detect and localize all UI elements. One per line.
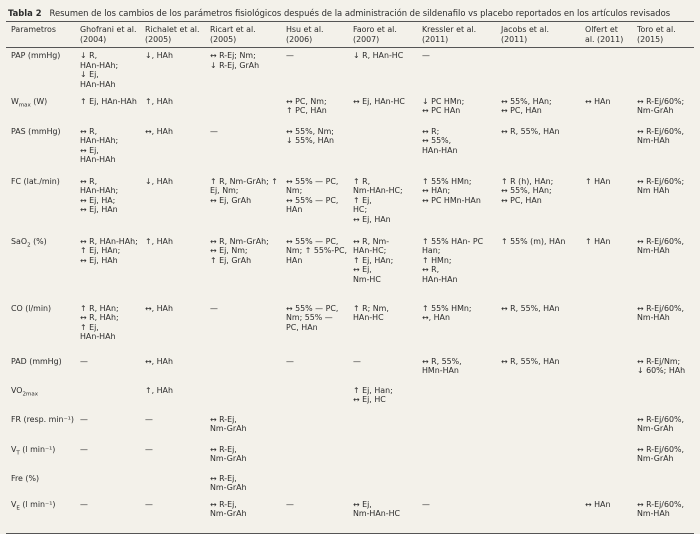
table-cell: — [145,499,153,509]
parameter-label [6,442,78,471]
parameter-name: Fre (%) [11,473,40,483]
table-cell: ↔ 55% — PC, Nm; ↑ 55%-PC, HAn [286,236,348,265]
table-row [6,48,694,94]
table-cell: ↑ Ej, HAn-HAh [80,96,137,106]
table-cell [499,471,583,497]
table-cell: — [80,499,88,509]
column-header: Faoro et al. (2007) [353,25,397,44]
table-cell: ↑ R (h), HAn; ↔ 55%, HAn; ↔ PC, HAn [501,176,554,205]
table-row [6,442,694,471]
table-cell [420,383,499,412]
table-cell: — [80,356,88,366]
table-cell: ↔ 55% — PC, Nm; ↔ 55% — PC, HAn [286,176,339,215]
parameter-label [6,94,78,124]
table-cell: ↑ 55% (m), HAn [501,236,566,246]
table-cell: — [286,51,294,61]
column-header: Hsu et al. (2006) [286,25,324,44]
table-cell: ↓ R, HAn-HAh; ↓ Ej, HAn-HAh [80,51,119,89]
table-cell: ↔ R; ↔ 55%, HAn-HAn [422,126,458,155]
table-cell: ↑ R, HAn; ↔ R, HAh; ↑ Ej, HAn-HAh [80,303,119,342]
table-cell [143,471,208,497]
table-cell: — [80,444,88,454]
table-cell [583,471,635,497]
parameter-name: W [11,96,19,106]
parameter-name: FC (lat./min) [11,176,60,186]
table-cell [635,471,694,497]
table-row [6,497,694,534]
parameter-subscript: 2max [22,391,38,398]
table-cell [583,383,635,412]
table-cell [499,48,583,94]
table-cell [284,412,351,442]
table-cell: ↑ 55% HMn; ↔ HAn; ↔ PC HMn-HAn [422,176,481,205]
parameter-label [6,174,78,234]
table-cell [499,497,583,534]
table-cell: ↑, HAh [145,385,173,395]
table-cell: ↑ Ej, Han; ↔ Ej, HC [353,385,393,405]
table-cell [78,383,143,412]
table-cell: ↓ PC HMn; ↔ PC HAn [422,96,465,116]
parameter-label [6,471,78,497]
parameter-unit: (l min⁻¹) [19,444,56,454]
table-cell: ↔ R, Nm-GrAh; ↔ Ej, Nm; ↑ Ej, GrAh [210,236,269,265]
table-cell: ↓, HAh [145,51,173,61]
table-cell: ↑ 55% HAn- PC Han; ↑ HMn; ↔ R, HAn-HAn [422,236,484,285]
table-cell: ↑ R; Nm, HAn-HC [353,303,389,323]
table-cell [208,354,284,383]
parameter-name: PAD (mmHg) [11,356,62,366]
table-cell [635,48,694,94]
parameter-label [6,301,78,354]
table-cell: ↔ R-Ej, Nm-GrAh [210,499,247,519]
column-header: Ricart et al. (2005) [210,25,256,44]
table-row [6,383,694,412]
table-row [6,412,694,442]
parameter-name: FR (resp. min [11,414,64,424]
parameter-subscript: T [16,450,20,457]
table-cell: — [145,414,153,424]
parameter-name: PAP (mmHg) [11,51,61,61]
table-cell: ↔ R, HAn-HAh; ↔ Ej, HA; ↔ Ej, HAn [80,176,119,215]
table-cell: ↑ R, Nm-GrAh; ↑ Ej, Nm; ↔ Ej, GrAh [210,176,278,205]
table-caption [8,8,694,18]
table-cell: — [286,499,294,509]
table-cell: ↔ R-Ej; Nm; ↓ R-Ej, GrAh [210,51,260,70]
parameter-subscript: max [18,102,31,109]
table-number: Tabla 2 [8,8,42,18]
table-title: Resumen de los cambios de los parámetros fisiológicos después de la administración de sildenafilo vs placebo reportados en los artículos revisados [49,8,671,18]
table-cell [351,471,420,497]
table-cell: ↔ R-Ej, Nm-GrAh [210,444,247,464]
parameter-name: SaO [11,236,28,246]
table-row [6,354,694,383]
table-cell: ↔ R-Ej/60%; Nm HAh [637,176,685,196]
table-cell [208,94,284,124]
table-cell: ↑ HAn [585,236,611,246]
table-cell [420,442,499,471]
table-cell: ↑, HAh [145,96,173,106]
table-cell: ↔ R, HAn-HAh; ↔ Ej, HAn-HAh [80,126,119,165]
table-cell: ↔ R, Nm- HAn-HC; ↑ Ej, HAn; ↔ Ej, Nm-HC [353,236,394,285]
table-cell [284,442,351,471]
table-cell: ↔ R-Ej/60%, Nm-GrAh [637,444,685,464]
table-cell [351,124,420,174]
parameter-label [6,124,78,174]
parameter-unit: (l min⁻¹) [19,499,56,509]
column-header: Jacobs et al. (2011) [501,25,549,44]
table-cell: — [145,444,153,454]
table-header-row [6,22,694,48]
table-row [6,174,694,234]
table-cell: ↔ R-Ej/60%, Nm-HAh [637,499,685,519]
table-cell: — [210,303,218,313]
table-cell: ↑ 55% HMn; ↔, HAn [422,303,472,323]
table-cell: ↔ R, HAn-HAh; ↑ Ej, HAn; ↔ Ej, HAh [80,236,138,265]
table-cell: ↔ Ej, Nm-HAn-HC [353,499,401,519]
parameter-label [6,354,78,383]
parameter-name: CO (l/min) [11,303,52,313]
table-cell [499,383,583,412]
table-cell: — [422,499,430,509]
table-cell [284,383,351,412]
table-cell: ↑ R, Nm-HAn-HC; ↑ Ej, HC; ↔ Ej, HAn [353,176,403,225]
parameter-label [6,383,78,412]
table-cell: ↓, HAh [145,176,173,186]
column-header: Toro et al. (2015) [637,25,676,44]
table-cell [351,442,420,471]
parameter-label [6,412,78,442]
table-cell: ↓ R, HAn-HC [353,51,404,61]
parameter-name: VO [11,385,23,395]
table-cell: ↔ R-Ej/Nm; ↓ 60%; HAh [637,356,686,376]
parameter-name: PAS (mmHg) [11,126,61,136]
table-cell: ↔ R-Ej/60%, Nm-GrAh [637,414,685,434]
table-cell: ↔ R-Ej, Nm-GrAh [210,473,247,493]
column-header: Parametros [11,25,56,34]
table-row [6,471,694,497]
table-cell: ↔ R-Ej/60%, Nm-HAh [637,303,685,323]
table-cell: ↔ R, 55%, HMn-HAn [422,356,462,376]
table-cell [284,471,351,497]
table-row [6,124,694,174]
table-cell: ↔ R, 55%, HAn [501,356,560,366]
parameter-label [6,234,78,301]
table-cell [583,412,635,442]
table-cell: ↔, HAh [145,356,173,366]
table-cell: ↔ R-Ej, Nm-GrAh [210,414,247,434]
table-cell: ↔ PC, Nm; ↑ PC, HAn [286,96,327,116]
table-cell [583,124,635,174]
table-row [6,301,694,354]
parameter-subscript: E [16,505,20,512]
table-cell: ↔ R, 55%, HAn [501,126,560,136]
table-cell: ↔ 55%, Nm; ↓ 55%, HAn [286,126,335,146]
table-cell: ↔ HAn [585,499,611,509]
column-header: Richalet et al. (2005) [145,25,200,44]
table-cell [583,354,635,383]
table-cell: — [80,414,88,424]
parameter-unit: ⁻¹) [63,414,74,424]
table-row [6,94,694,124]
table-cell: ↔ R-Ej/60%; Nm-GrAh [637,96,685,116]
table-cell [208,383,284,412]
parameter-label [6,48,78,94]
table-cell [583,301,635,354]
table-cell [351,412,420,442]
table-cell: ↑ HAn [585,176,611,186]
table-cell: ↔, HAh [145,126,173,136]
parameter-name: V [11,499,17,509]
table-cell [635,383,694,412]
table-cell: ↔ Ej, HAn-HC [353,96,405,106]
parameters-table [6,21,694,534]
table-cell: ↔ R-Ej/60%, Nm-HAh [637,126,685,146]
table-cell: ↔ R-Ej/60%, Nm-HAh [637,236,685,256]
table-cell: ↔ HAn [585,96,611,106]
column-header: Olfert et al. (2011) [585,25,624,44]
table-cell [499,412,583,442]
parameter-name: V [11,444,17,454]
parameter-unit: (W) [30,96,48,106]
table-cell: ↔ R, 55%, HAn [501,303,560,313]
table-cell: — [353,356,361,366]
table-cell: — [286,356,294,366]
table-cell: ↑, HAh [145,236,173,246]
parameter-subscript: 2 [27,242,31,249]
table-cell [420,471,499,497]
table-cell [420,412,499,442]
table-body [6,48,694,534]
table-cell: ↔, HAh [145,303,173,313]
column-header: Ghofrani et al. (2004) [80,25,137,44]
column-header: Kressler et al. (2011) [422,25,477,44]
table-cell [499,442,583,471]
table-cell [583,442,635,471]
parameter-unit: (%) [30,236,47,246]
table-cell: — [422,51,430,61]
table-cell [583,48,635,94]
table-cell: — [210,126,218,136]
table-cell: ↔ 55%, HAn; ↔ PC, HAn [501,96,552,116]
table-row [6,234,694,301]
table-cell: ↔ 55% — PC, Nm; 55% — PC, HAn [286,303,339,332]
table-cell [78,471,143,497]
parameter-label [6,497,78,534]
